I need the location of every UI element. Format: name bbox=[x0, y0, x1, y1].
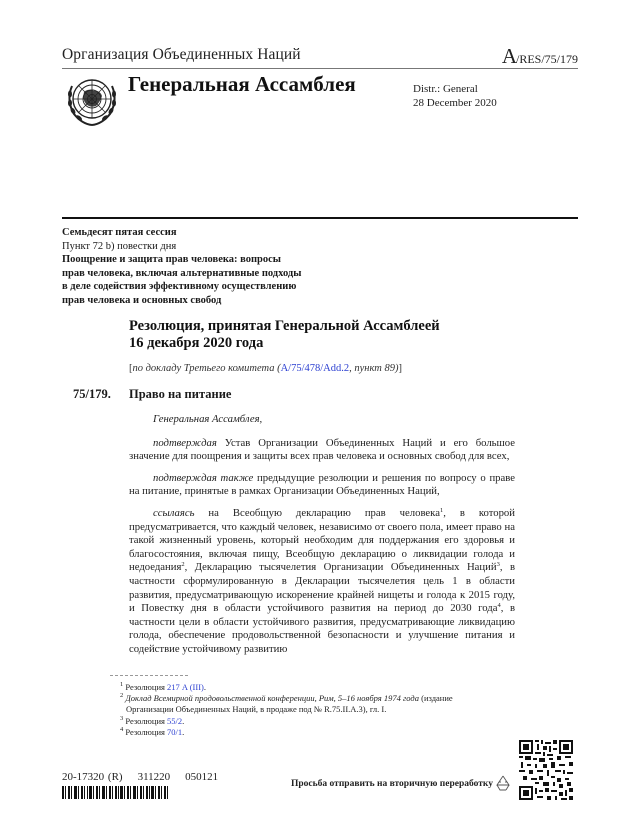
session-title: Семьдесят пятая сессия bbox=[62, 227, 177, 238]
resolution-title-line2: 16 декабря 2020 года bbox=[129, 335, 264, 351]
distribution-date: 28 December 2020 bbox=[413, 97, 497, 109]
recycle-icon bbox=[494, 774, 512, 792]
footnote-text: Резолюция bbox=[125, 726, 168, 737]
footnote-link[interactable]: 217 A (III) bbox=[167, 682, 204, 692]
organization-name: Организация Объединенных Наций bbox=[62, 46, 301, 63]
bracket-close: ] bbox=[398, 363, 402, 374]
footnote-punct: . bbox=[182, 715, 185, 726]
footnote-ref[interactable]: 3 bbox=[496, 561, 500, 569]
footnote-text: (издание bbox=[419, 693, 453, 704]
paragraph-text: Устав Организации Объединенных Наций и его большое значение для поощрения и защиты всех прав человека и основных свобод для всех, bbox=[129, 436, 515, 463]
footnote-title: Доклад Всемирной продовольственной конференции, Рим, 5–16 ноября 1974 года bbox=[125, 693, 419, 704]
resolution-number: 75/179. bbox=[73, 387, 111, 401]
resolution-name: Право на питание bbox=[129, 387, 232, 401]
footnote-punct: . bbox=[182, 726, 185, 737]
distribution-block bbox=[413, 82, 497, 110]
footnote-3 bbox=[120, 716, 520, 727]
footnote-link[interactable]: 55/2 bbox=[167, 715, 183, 726]
preamble-paragraph bbox=[129, 507, 515, 657]
agenda-title-line: Поощрение и защита прав человека: вопросы bbox=[62, 254, 281, 265]
preamble-paragraph bbox=[129, 472, 515, 499]
preamble-paragraph bbox=[129, 437, 515, 464]
recycle-request: Просьба отправить на вторичную переработку bbox=[291, 779, 493, 789]
barcode-icon bbox=[62, 786, 168, 799]
resolution-title-line1: Резолюция, принятая Генеральной Ассамблеей bbox=[129, 318, 440, 334]
footnote-number: 1 bbox=[120, 681, 124, 688]
paragraph-text: , в частности цели в области устойчивого развития, предусматривающие ликвидацию голода, обеспечение продовольственной безопасности и улучшение питания и содействие устойчивому развитию bbox=[129, 602, 515, 655]
distribution-label: Distr.: General bbox=[413, 83, 478, 95]
footnote-number: 2 bbox=[120, 692, 124, 700]
footnote-ref[interactable]: 1 bbox=[439, 506, 444, 514]
report-link[interactable]: A/75/478/Add.2 bbox=[280, 363, 350, 374]
un-emblem-icon bbox=[64, 72, 120, 128]
session-block bbox=[62, 226, 352, 307]
section-rule bbox=[62, 217, 578, 219]
report-text: по докладу Третьего комитета ( bbox=[132, 363, 281, 374]
header-rule bbox=[62, 68, 578, 69]
agenda-item: Пункт 72 b) повестки дня bbox=[62, 240, 177, 252]
footnotes bbox=[120, 682, 520, 738]
opening-line bbox=[129, 413, 515, 427]
paragraph-text: , в частности сформулированную в Декларации тысячелетия цель 1 в области развития, предусматривающую искоренение крайней нищеты и голода к 2015 году, и Повестку дня в области устойчивого развития на период до 2030 года bbox=[129, 561, 515, 615]
paragraph-lead: подтверждая также bbox=[153, 471, 254, 484]
footnote-2-continuation: Организации Объединенных Наций, в продаже под № R.75.II.A.3), гл. I. bbox=[126, 704, 387, 715]
agenda-title-line: прав человека и основных свобод bbox=[62, 294, 222, 306]
general-assembly-title: Генеральная Ассамблея bbox=[128, 72, 356, 96]
opening-text: Генеральная Ассамблея, bbox=[153, 413, 263, 425]
footnote-link[interactable]: 70/1 bbox=[167, 726, 183, 737]
document-symbol bbox=[502, 44, 578, 69]
footnote-4 bbox=[120, 727, 520, 738]
report-reference bbox=[129, 363, 402, 374]
paragraph-text: , в которой предусматривается, что каждый человек, независимо от своего пола, имеет право на такой жизненный уровень, который необходим для поддержания его здоровья и благосостояния, включая пищу, Всеобщую декларацию о ликвидации голода и недоедания bbox=[129, 506, 515, 574]
footnote-text: Резолюция bbox=[125, 715, 168, 726]
paragraph-lead: ссылаясь bbox=[153, 506, 195, 519]
document-code: 20-17320 (R) 311220 050121 bbox=[62, 771, 219, 783]
symbol-prefix: A bbox=[501, 44, 516, 68]
agenda-title-line: в деле содействия эффективному осуществлению bbox=[62, 281, 297, 292]
paragraph-lead: подтверждая bbox=[153, 436, 217, 449]
resolution-title bbox=[129, 318, 440, 352]
resolution-body bbox=[129, 413, 515, 665]
footnote-text: Резолюция bbox=[125, 682, 168, 692]
footnote-number: 4 bbox=[120, 725, 124, 733]
bracket-open: [ bbox=[129, 363, 133, 374]
qr-code-icon bbox=[519, 740, 573, 800]
footnote-number: 3 bbox=[120, 714, 124, 722]
paragraph-text: на Всеобщую декларацию прав человека bbox=[194, 506, 440, 519]
paragraph-text: , Декларацию тысячелетия Организации Объединенных Наций bbox=[184, 561, 497, 574]
footnote-1 bbox=[120, 682, 520, 693]
symbol-rest: /RES/75/179 bbox=[515, 52, 578, 66]
report-suffix: , пункт 89) bbox=[349, 363, 399, 374]
footnote-ref[interactable]: 4 bbox=[497, 602, 501, 610]
footnote-separator bbox=[110, 675, 188, 676]
footnote-ref[interactable]: 2 bbox=[181, 561, 185, 569]
agenda-title-line: прав человека, включая альтернативные подходы bbox=[62, 267, 302, 279]
footnote-punct: . bbox=[203, 682, 206, 692]
paragraph-text: предыдущие резолюции и решения по вопросу о праве на питание, принятые в рамках Организации Объединенных Наций, bbox=[129, 471, 515, 498]
footnote-2 bbox=[120, 693, 520, 704]
